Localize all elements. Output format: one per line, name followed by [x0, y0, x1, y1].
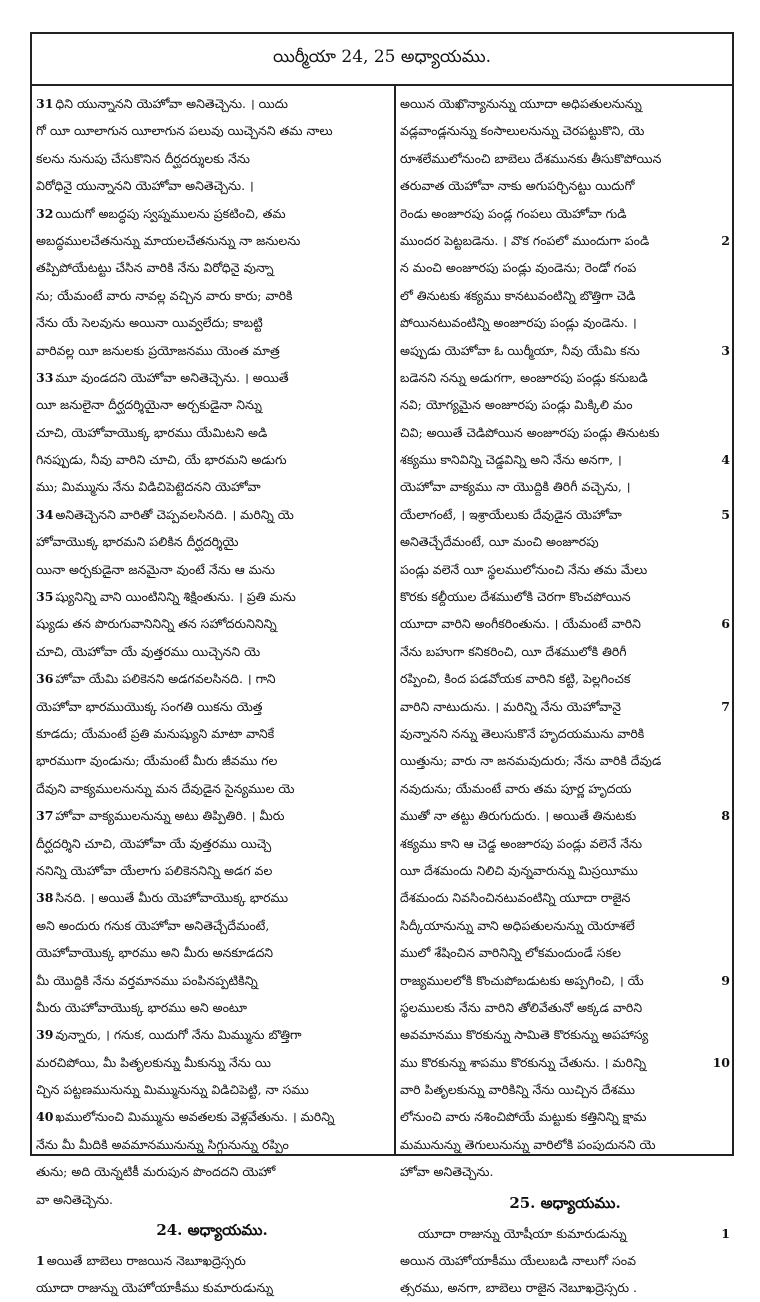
- text-line: [36, 610, 388, 637]
- verse-text: తరువాత యెహోవా నాకు అగుపర్చినట్టు యిదుగో: [400, 178, 635, 194]
- verse-text: రెండు అంజూరపు పండ్ల గంపలు యెహోవా గుడి: [400, 205, 627, 221]
- verse-text: నవుదును; యేమంటే వారు తమ పూర్ణ హృదయ: [400, 780, 632, 796]
- verse-text: యూదా రాజున్ను యెహోయాకీము కుమారుడున్ను: [36, 1280, 274, 1296]
- text-line: [400, 857, 730, 884]
- verse-text: యెహోవా భారముయొక్క సంగతి యికను యెత్త: [36, 698, 263, 714]
- text-line: [36, 583, 388, 610]
- verse-text: అయిన యెఖొన్యానున్ను యూదా అధిపతులనున్ను: [400, 96, 642, 111]
- text-line: [400, 967, 730, 994]
- text-line: [400, 172, 730, 199]
- verse-number: 36: [36, 671, 54, 687]
- text-line: [400, 391, 730, 418]
- verse-text: యూదా వారిని అంగీకరింతును. । యేమంటే వారిని: [400, 616, 641, 632]
- verse-text: పోయినటువంటిన్ని అంజూరపు పండ్లు వుండెను. ।: [400, 315, 637, 331]
- verse-text: అనితెచ్చెనని వారితో చెప్పవలసినది. । మరిన్ని యె: [55, 506, 294, 522]
- verse-text: ఖములోనుంచి మిమ్మును అవతలకు వెళ్లవేతును. । మరిన్ని: [55, 1109, 335, 1125]
- verse-number: 34: [36, 506, 54, 522]
- text-line: [36, 145, 388, 172]
- verse-text: ష్యుడు తన పొరుగువానినిన్ని తన సహోదరునినిన్ని: [36, 616, 277, 632]
- verse-text: యీ జనులైనా దీర్ఘదర్శియైనా అర్చకుడైనా నిన్ను: [36, 397, 262, 413]
- verse-text: భారముగా వుండును; యేమంటే మీరు జీవము గల: [36, 753, 278, 769]
- verse-text: నేను యే సెలవును అయినా యివ్వలేదు; కాబట్టి: [36, 315, 263, 331]
- text-line: [400, 830, 730, 857]
- text-line: [400, 665, 730, 692]
- verse-text: ధిని యున్నానని యెహోవా అనితెచ్చెను. । యిదు: [55, 96, 288, 111]
- text-line: [36, 337, 388, 364]
- text-line: [400, 1103, 730, 1130]
- verse-text: చివి; అయితే చెడిపోయిన అంజూరపు పండ్లు తినుటకు: [400, 424, 660, 440]
- verse-number: 10: [712, 1054, 730, 1070]
- verse-text: వడ్లవాండ్లనున్ను కంసాలులనున్ను చెరపట్టుకొని, యె: [400, 123, 645, 139]
- text-line: [400, 610, 730, 637]
- verse-text: వున్నారు, । గనుక, యిదుగో నేను మిమ్మును బొత్తిగా: [55, 1027, 302, 1043]
- text-line: [36, 391, 388, 418]
- verse-text: అనితెచ్చేదేమంటే, యీ మంచి అంజూరపు: [400, 534, 599, 550]
- text-line: [400, 802, 730, 829]
- text-line: [36, 720, 388, 747]
- verse-number: 40: [36, 1109, 54, 1125]
- text-line: [400, 693, 730, 720]
- verse-text: ననిన్ని యెహోవా యేలాగు పలికెననిన్ని అడగ వల: [36, 862, 273, 878]
- running-title: యిర్మీయా 24, 25 అధ్యాయము.: [272, 47, 492, 67]
- text-line: [36, 994, 388, 1021]
- text-line: [400, 227, 730, 254]
- verse-text: బడెనని నన్ను అడుగగా, అంజూరపు పండ్లు కనుబడి: [400, 369, 648, 385]
- verse-text: యీ దేశమందు నిలిచి వున్నవారున్ను మిస్రయీము: [400, 862, 638, 878]
- text-line: [36, 884, 388, 911]
- text-line: [400, 638, 730, 665]
- verse-number: 8: [721, 808, 730, 824]
- verse-text: మీ యొద్దికి నేను వర్తమానము పంపినప్పటికిన్ని: [36, 972, 258, 988]
- verse-number: 33: [36, 369, 54, 385]
- text-line: [36, 501, 388, 528]
- verse-text: నవి; యోగ్యమైన అంజూరపు పండ్లు మిక్కిలి మం: [400, 397, 633, 413]
- verse-number: 31: [36, 96, 54, 111]
- verse-text: గినప్పుడు, నీవు వారిని చూచి, యే భారమని అడుగు: [36, 452, 287, 468]
- verse-number: 37: [36, 808, 54, 824]
- verse-text: స్థలములకు నేను వారిని తోలివేతునో అక్కడ వారిని: [400, 999, 643, 1015]
- text-line: [400, 556, 730, 583]
- text-line: [400, 1274, 730, 1301]
- verse-text: వారివల్ల యీ జనులకు ప్రయోజనము యెంత మాత్ర: [36, 342, 280, 358]
- verse-text: వారిని నాటుదును. । మరిన్ని నేను యెహోవానై: [400, 698, 622, 714]
- text-line: [400, 583, 730, 610]
- verse-text: అబద్ధములచేతనున్ను మాయలచేతనున్ను నా జనులను: [36, 232, 301, 248]
- text-line: [36, 638, 388, 665]
- left-column: [36, 90, 388, 1296]
- verse-text: అయిన యెహోయాకీము యేలుబడి నాలుగో సంవ: [400, 1253, 637, 1269]
- text-line: [36, 90, 388, 117]
- verse-text: మూ వుండదని యెహోవా అనితెచ్చెను. । అయితే: [55, 369, 289, 385]
- verse-text: అని అందురు గనుక యెహోవా అనితెచ్చేదేమంటే,: [36, 917, 270, 933]
- verse-text: వున్నానని నన్ను తెలుసుకొనే హృదయమును వారికి: [400, 725, 645, 741]
- verse-text: తును; అది యెన్నటికీ మరుపున పొందదని యెహో: [36, 1164, 276, 1180]
- text-line: [400, 939, 730, 966]
- verse-text: రప్పించి, కింద పడవోయక వారిని కట్టి, పెల్లగించక: [400, 671, 631, 687]
- text-line: [400, 1158, 730, 1185]
- verse-text: శక్యము కానివిన్ని చెడ్డవిన్ని అని నేను అనగా, ।: [400, 452, 622, 468]
- verse-number: 9: [721, 972, 730, 988]
- text-line: [36, 1021, 388, 1048]
- text-line: [36, 1186, 388, 1213]
- text-line: [400, 117, 730, 144]
- column-divider: [394, 84, 396, 1154]
- text-line: [36, 528, 388, 555]
- text-line: [400, 528, 730, 555]
- verse-text: హోవాయొక్క భారమని పలికిన దీర్ఘదర్శియై: [36, 534, 239, 550]
- text-line: [36, 1247, 388, 1274]
- text-line: [400, 254, 730, 281]
- verse-text: లోనుంచి వారు నశించిపోయే మట్టుకు కత్తినిన్ని క్షామ: [400, 1109, 647, 1125]
- text-line: [36, 802, 388, 829]
- text-line: [400, 501, 730, 528]
- verse-text: దేశమందు నివసించినటువంటిన్ని యూదా రాజైన: [400, 890, 631, 906]
- text-line: [36, 1103, 388, 1130]
- text-line: [36, 830, 388, 857]
- text-line: [400, 90, 730, 117]
- verse-text: సిద్కీయానున్ను వాని అధిపతులనున్ను యెరూశలే: [400, 917, 635, 933]
- text-line: [36, 912, 388, 939]
- verse-text: నేను మీ మీదికి అవమానమునున్ను సిగ్గునున్ను రప్పిం: [36, 1136, 289, 1152]
- verse-text: త్సరము, అనగా, బాబెలు రాజైన నెబూఖద్రెస్సరు .: [400, 1280, 637, 1296]
- verse-text: న మంచి అంజూరపు పండ్లు వుండెను; రెండో గంప: [400, 260, 637, 276]
- text-line: [36, 172, 388, 199]
- verse-text: రూశలేములోనుంచి బాబెలు దేశమునకు తీసుకొపోయిన: [400, 150, 662, 166]
- verse-text: మరచిపోయి, మీ పితృలకున్ను మీకున్ను నేను యి: [36, 1054, 271, 1070]
- verse-number: 39: [36, 1027, 54, 1043]
- chapter-heading: 25. అధ్యాయము.: [509, 1193, 621, 1212]
- text-line: [400, 282, 730, 309]
- text-line: [36, 473, 388, 500]
- verse-text: దేవుని వాక్యములనున్ను మన దేవుడైన సైన్యముల యె: [36, 780, 295, 796]
- text-line: [36, 967, 388, 994]
- verse-text: లో తినుటకు శక్యము కానటువంటిన్ని బొత్తిగా చెడి: [400, 287, 636, 303]
- text-line: [36, 1274, 388, 1301]
- text-line: [36, 1158, 388, 1185]
- text-line: [36, 254, 388, 281]
- text-line: [36, 939, 388, 966]
- text-line: [400, 337, 730, 364]
- verse-text: యినా అర్చకుడైనా జనమైనా వుంటే నేను ఆ మను: [36, 561, 275, 577]
- text-line: [400, 912, 730, 939]
- verse-number: 38: [36, 890, 54, 906]
- verse-text: ము కొరకున్ను శాపము కొరకున్ను చేతును. । మరిన్ని: [400, 1054, 647, 1070]
- text-line: [400, 145, 730, 172]
- verse-number: 6: [721, 616, 730, 632]
- verse-text: మీరు యెహోవాయొక్క భారము అని అంటూ: [36, 999, 247, 1015]
- text-line: [400, 446, 730, 473]
- verse-number: 2: [721, 232, 730, 248]
- text-line: [36, 665, 388, 692]
- verse-text: ము; మిమ్మును నేను విడిచిపెట్టెదనని యెహోవా: [36, 479, 261, 495]
- text-line: [36, 282, 388, 309]
- verse-text: వారి పితృలకున్ను వారికిన్ని నేను యిచ్చిన దేశము: [400, 1082, 635, 1098]
- text-line: [400, 1247, 730, 1274]
- verse-text: వా అనితెచ్చెను.: [36, 1191, 113, 1207]
- text-line: [36, 446, 388, 473]
- text-line: [36, 693, 388, 720]
- verse-text: అవమానము కొరకున్ను సామితె కొరకున్ను అపహాస్య: [400, 1027, 649, 1043]
- text-line: [36, 1131, 388, 1158]
- verse-text: చూచి, యెహోవా యే వుత్తరము యిచ్చెనని యె: [36, 643, 261, 659]
- verse-text: ములో శేషించిన వారినిన్ని లోకమందుండే సకల: [400, 945, 622, 961]
- verse-text: పండ్లు వలెనే యీ స్థలములోనుంచి నేను తమ మేలు: [400, 561, 648, 577]
- verse-text: కలను నునుపు చేసుకొనిన దీర్ఘదర్శులకు నేను: [36, 150, 250, 166]
- text-line: [36, 1049, 388, 1076]
- verse-text: యెహోవాయొక్క భారము అని మీరు అనకూడదని: [36, 945, 274, 961]
- text-line: [36, 1076, 388, 1103]
- verse-text: హోవా అనితెచ్చెను.: [400, 1164, 494, 1180]
- text-line: [400, 1220, 730, 1247]
- verse-number: 5: [721, 506, 730, 522]
- text-line: [400, 775, 730, 802]
- text-line: [36, 364, 388, 391]
- verse-text: రాజ్యములలోకి కొంచుపోబడుటకు అప్పగించి, । యే: [400, 972, 644, 988]
- text-line: [400, 419, 730, 446]
- text-line: [36, 747, 388, 774]
- verse-number: 7: [721, 698, 730, 714]
- verse-text: అయితే బాబెలు రాజయిన నెబూఖద్రెస్సరు: [46, 1253, 246, 1269]
- verse-text: దీర్ఘదర్శిని చూచి, యెహోవా యే వుత్తరము యిచ్చె: [36, 835, 272, 851]
- verse-number: 1: [36, 1253, 45, 1269]
- verse-text: చూచి, యెహోవాయొక్క భారము యేమిటని అడి: [36, 424, 268, 440]
- text-line: [400, 1021, 730, 1048]
- verse-text: ముందర పెట్టబడెను. । వొక గంపలో ముందుగా పండి: [400, 232, 650, 248]
- text-line: [400, 364, 730, 391]
- text-line: [400, 1049, 730, 1076]
- verse-text: ను; యేమంటే వారు నావల్ల వచ్చిన వారు కారు; వారికి: [36, 287, 293, 303]
- text-line: [400, 1076, 730, 1103]
- verse-number: 1: [721, 1225, 730, 1241]
- verse-text: మమునున్ను తెగులునున్ను వారిలోకి పంపుదునని యె: [400, 1136, 656, 1152]
- verse-text: యూదా రాజున్ను యోషీయా కుమారుడున్ను: [418, 1225, 627, 1241]
- verse-text: ముతో నా తట్టు తిరుగుదురు. । అయితే తినుటకు: [400, 808, 637, 824]
- verse-number: 4: [721, 452, 730, 468]
- page-header: [32, 34, 732, 86]
- verse-text: కూడదు; యేమంటే ప్రతి మనుష్యుని మాటా వానికే: [36, 725, 275, 741]
- verse-text: హోవా వాక్యములనున్ను అటు తిప్పితిరి. । మీరు: [55, 808, 285, 824]
- verse-text: యేలాగంటే, । ఇశ్రాయేలుకు దేవుడైన యెహోవా: [400, 506, 622, 522]
- verse-text: కొరకు కల్దీయుల దేశములోకి చెరగా కొంచపోయిన: [400, 589, 631, 605]
- chapter-heading: 24. అధ్యాయము.: [156, 1221, 268, 1240]
- verse-text: యిదుగో అబద్ధపు స్వప్నములను ప్రకటించి, తమ: [55, 205, 286, 221]
- text-line: [36, 309, 388, 336]
- verse-text: శక్యము కాని ఆ చెడ్డ అంజూరపు పండ్లు వలెనే నేను: [400, 835, 643, 851]
- verse-text: చ్చిన పట్టణమునున్ను మిమ్మునున్ను విడిచిపెట్టి, నా సము: [36, 1082, 309, 1098]
- verse-text: నేను బహుగా కనికరించి, యీ దేశములోకి తిరిగీ: [400, 643, 627, 659]
- verse-text: యెహోవా వాక్యము నా యొద్దికి తిరిగీ వచ్చెను, ।: [400, 479, 631, 495]
- verse-text: సినది. । అయితే మీరు యెహోవాయొక్క భారము: [55, 890, 289, 906]
- text-line: [400, 1131, 730, 1158]
- verse-text: అప్పుడు యెహోవా ఓ యిర్మీయా, నీవు యేమి కను: [400, 342, 640, 358]
- text-line: [36, 775, 388, 802]
- text-line: [36, 556, 388, 583]
- text-line: [400, 884, 730, 911]
- text-line: [36, 419, 388, 446]
- page-frame: [30, 32, 734, 1296]
- verse-text: యిత్తును; వారు నా జనమవుదురు; నేను వారికి దేవుడ: [400, 753, 662, 769]
- text-line: [400, 747, 730, 774]
- verse-number: 3: [721, 342, 730, 358]
- right-column: [400, 90, 730, 1296]
- verse-text: హోవా యేమి పలికెనని అడగవలసినది. । గాని: [55, 671, 276, 687]
- verse-text: విరోధినై యున్నానని యెహోవా అనితెచ్చెను. ।: [36, 178, 254, 194]
- text-line: [400, 309, 730, 336]
- verse-text: గో యీ యీలాగున యీలాగున పలువు యిచ్చెనని తమ నాలు: [36, 123, 333, 139]
- verse-text: ష్యునిన్ని వాని యింటినిన్ని శిక్షింతును. । ప్రతి మను: [55, 589, 296, 605]
- text-line: [400, 473, 730, 500]
- text-line: [36, 200, 388, 227]
- text-line: [400, 994, 730, 1021]
- verse-text: తప్పిపోయేటట్టు చేసిన వారికి నేను విరోధినై వున్నా: [36, 260, 274, 276]
- text-line: [36, 227, 388, 254]
- text-line: [36, 117, 388, 144]
- text-line: [36, 857, 388, 884]
- verse-number: 32: [36, 205, 54, 221]
- text-line: [400, 200, 730, 227]
- text-line: [400, 720, 730, 747]
- verse-number: 35: [36, 589, 54, 605]
